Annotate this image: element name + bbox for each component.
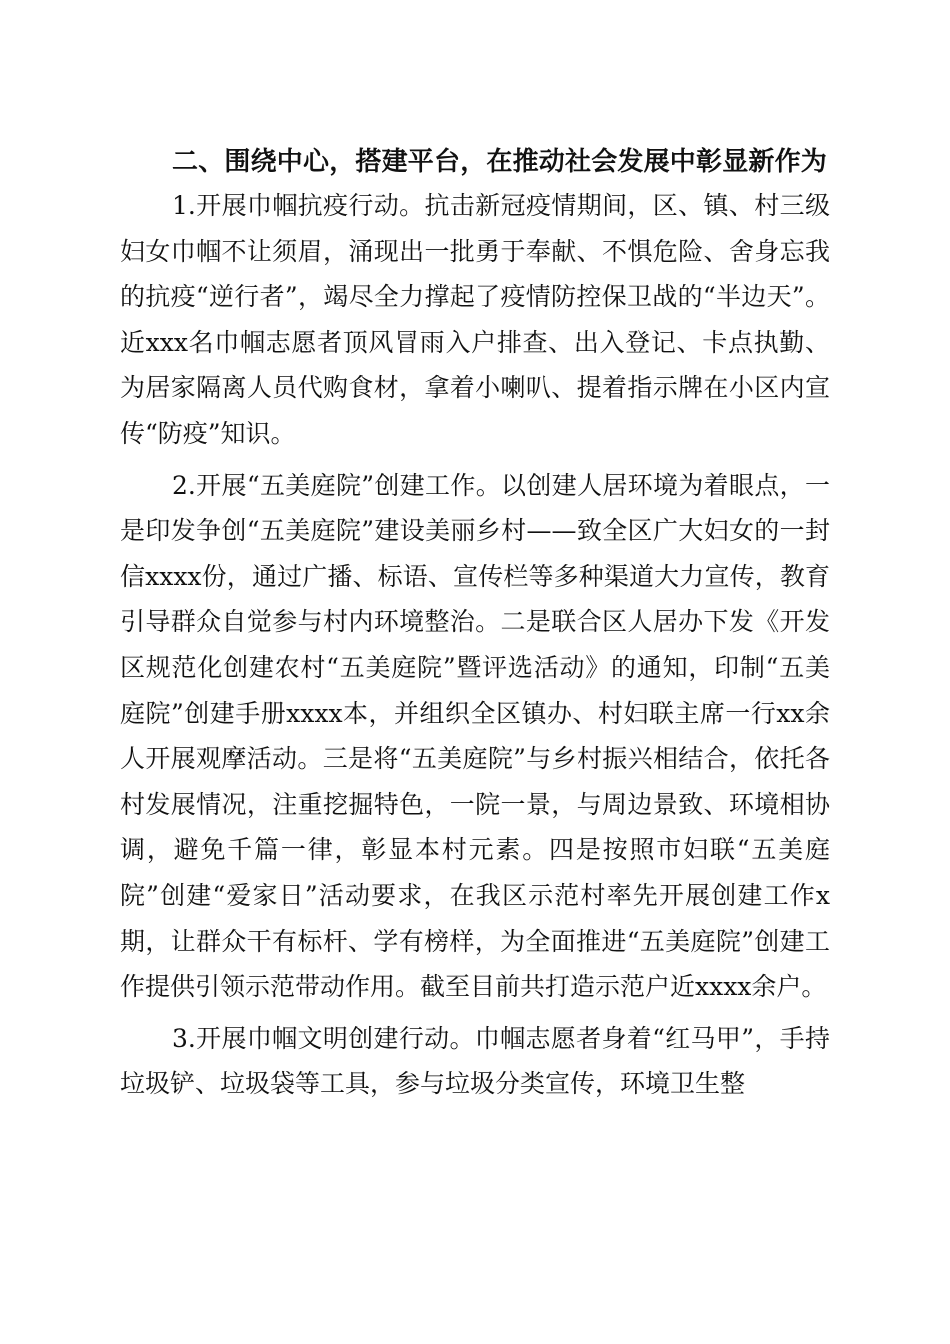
paragraph-1-anti-epidemic: 1.开展巾帼抗疫行动。抗击新冠疫情期间，区、镇、村三级妇女巾帼不让须眉，涌现出一批勇于奉献、不惧危险、舍身忘我的抗疫“逆行者”，竭尽全力撑起了疫情防控保卫战的“半边天”。近xxx名巾帼志愿者顶风冒雨入户排查、出入登记、卡点执勤、为居家隔离人员代购食材，拿着小喇叭、提着指示牌在小区内宣传“防疫”知识。: [120, 191, 830, 448]
document-body: [120, 141, 830, 1107]
paragraph-3-civilization: 3.开展巾帼文明创建行动。巾帼志愿者身着“红马甲”，手持垃圾铲、垃圾袋等工具，参与垃圾分类宣传，环境卫生整: [120, 1023, 830, 1099]
section-heading: 二、围绕中心，搭建平台，在推动社会发展中彰显新作为: [172, 147, 828, 177]
paragraph-2-five-beauty-courtyard: 2.开展“五美庭院”创建工作。以创建人居环境为着眼点，一是印发争创“五美庭院”建设美丽乡村——致全区广大妇女的一封信xxxx份，通过广播、标语、宣传栏等多种渠道大力宣传，教育引导群众自觉参与村内环境整治。二是联合区人居办下发《开发区规范化创建农村“五美庭院”暨评选活动》的通知，印制“五美庭院”创建手册xxxx本，并组织全区镇办、村妇联主席一行xx余人开展观摩活动。三是将“五美庭院”与乡村振兴相结合，依托各村发展情况，注重挖掘特色，一院一景，与周边景致、环境相协调，避免千篇一律，彰显本村元素。四是按照市妇联“五美庭院”创建“爱家日”活动要求，在我区示范村率先开展创建工作x期，让群众干有标杆、学有榜样，为全面推进“五美庭院”创建工作提供引领示范带动作用。截至目前共打造示范户近xxxx余户。: [120, 470, 830, 1002]
